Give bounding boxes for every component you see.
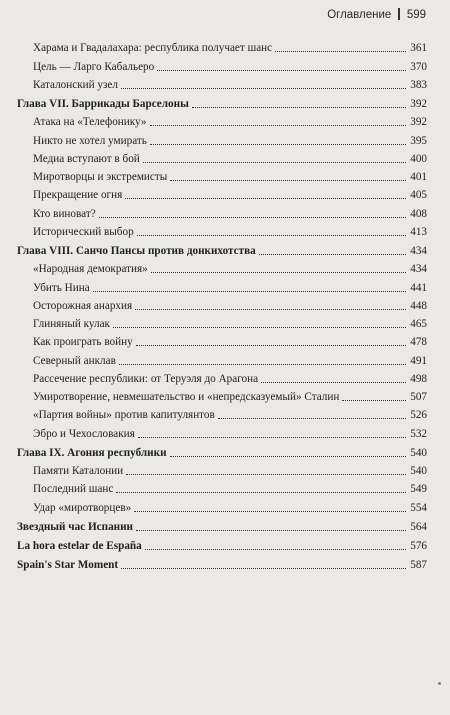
toc-title: Исторический выбор xyxy=(33,225,134,238)
toc-title: Каталонский узел xyxy=(33,78,118,91)
toc-chapter-row xyxy=(0,240,450,258)
toc-page-number: 400 xyxy=(410,152,427,165)
toc-title: Цель — Ларго Кабальеро xyxy=(33,60,155,73)
dot-leader xyxy=(121,88,406,89)
toc-entry-row xyxy=(0,148,450,166)
dot-leader xyxy=(275,51,406,52)
toc-entry-row xyxy=(0,276,450,294)
toc-title: Осторожная анархия xyxy=(33,299,133,312)
dot-leader xyxy=(150,125,407,126)
toc-page-number: 370 xyxy=(410,60,427,73)
dot-leader xyxy=(259,254,406,255)
toc-title: Памяти Каталонии xyxy=(33,465,124,477)
dot-leader xyxy=(121,568,406,569)
toc-title: Эбро и Чехословакия xyxy=(33,427,135,440)
toc-page-number: 540 xyxy=(410,446,427,459)
toc-title: Рассечение республики: от Теруэля до Арагона xyxy=(33,372,259,385)
toc-entry-row xyxy=(0,111,450,129)
dot-leader xyxy=(134,511,406,512)
toc-entry-row xyxy=(0,422,450,440)
toc-entry-row xyxy=(0,37,450,55)
table-of-contents xyxy=(0,37,450,572)
dot-leader xyxy=(137,235,407,236)
dot-leader xyxy=(93,291,407,292)
toc-title: Последний шанс xyxy=(33,483,114,496)
toc-title: Северный анклав xyxy=(33,354,116,367)
toc-page-number: 395 xyxy=(410,134,427,147)
toc-page-number: 576 xyxy=(410,540,427,552)
toc-entry-row xyxy=(0,74,450,92)
toc-entry-row xyxy=(0,404,450,422)
dot-leader xyxy=(126,474,406,475)
dot-leader xyxy=(119,364,406,365)
toc-page-number: 408 xyxy=(410,207,427,220)
toc-entry-row xyxy=(0,331,450,349)
dot-leader xyxy=(192,107,406,108)
dot-leader xyxy=(113,327,406,328)
dot-leader xyxy=(145,549,406,550)
toc-title: Глава VIII. Санчо Пансы против донкихотства xyxy=(17,245,256,257)
toc-entry-row xyxy=(0,368,450,386)
toc-title: Убить Нина xyxy=(33,281,90,294)
toc-page-number: 441 xyxy=(410,281,427,294)
toc-title: «Народная демократия» xyxy=(33,263,148,276)
toc-page-number: 587 xyxy=(410,559,427,572)
toc-page-number: 478 xyxy=(410,336,427,349)
toc-page-number: 564 xyxy=(410,520,427,533)
toc-page-number: 507 xyxy=(410,391,427,403)
toc-title: «Партия войны» против капитулянтов xyxy=(33,409,215,422)
toc-entry-row xyxy=(0,295,450,313)
toc-page-number: 405 xyxy=(410,189,427,202)
toc-chapter-row xyxy=(0,535,450,553)
dot-leader xyxy=(99,217,407,218)
toc-page-number: 392 xyxy=(410,98,427,110)
toc-page-number: 448 xyxy=(410,299,427,312)
dot-leader xyxy=(116,492,406,493)
dot-leader xyxy=(136,530,406,531)
toc-page-number: 401 xyxy=(410,171,427,183)
dot-leader xyxy=(150,144,406,145)
toc-entry-row xyxy=(0,166,450,184)
toc-chapter-row xyxy=(0,516,450,534)
toc-title: La hora estelar de España xyxy=(17,540,142,552)
toc-title: Удар «миротворцев» xyxy=(33,501,132,514)
toc-entry-row xyxy=(0,129,450,147)
toc-page-number: 498 xyxy=(410,372,427,385)
toc-title: Звездный час Испании xyxy=(17,520,133,533)
toc-entry-row xyxy=(0,202,450,220)
toc-entry-row xyxy=(0,496,450,514)
toc-page-number: 554 xyxy=(410,501,427,514)
toc-entry-row xyxy=(0,349,450,367)
toc-title: Миротворцы и экстремисты xyxy=(33,171,168,183)
dot-leader xyxy=(261,382,406,383)
dot-leader xyxy=(125,198,406,199)
toc-page-number: 434 xyxy=(410,263,427,276)
page-speck xyxy=(438,682,441,685)
dot-leader xyxy=(157,70,406,71)
toc-page-number: 361 xyxy=(410,42,427,55)
dot-leader xyxy=(218,418,406,419)
toc-entry-row xyxy=(0,313,450,331)
dot-leader xyxy=(170,180,406,181)
dot-leader xyxy=(151,272,406,273)
toc-entry-row xyxy=(0,386,450,404)
toc-page-number: 434 xyxy=(410,245,427,257)
toc-title: Умиротворение, невмешательство и «непредсказуемый» Сталин xyxy=(33,391,340,403)
toc-title: Как проиграть войну xyxy=(33,336,133,349)
header-section-title: Оглавление xyxy=(327,9,392,21)
toc-title: Spain's Star Moment xyxy=(17,559,119,572)
toc-chapter-row xyxy=(0,554,450,572)
toc-page-number: 383 xyxy=(410,78,427,91)
toc-title: Глиняный кулак xyxy=(33,318,110,330)
toc-page-number: 532 xyxy=(410,427,427,440)
toc-page-number: 540 xyxy=(410,465,427,477)
toc-entry-row xyxy=(0,221,450,239)
toc-title: Глава IX. Агония республики xyxy=(17,446,167,459)
dot-leader xyxy=(143,162,406,163)
toc-page-number: 413 xyxy=(410,225,427,238)
toc-title: Кто виноват? xyxy=(33,207,96,220)
toc-page-number: 491 xyxy=(410,354,427,367)
toc-chapter-row xyxy=(0,442,450,460)
toc-entry-row xyxy=(0,55,450,73)
toc-entry-row xyxy=(0,258,450,276)
dot-leader xyxy=(135,309,406,310)
dot-leader xyxy=(138,437,406,438)
toc-title: Харама и Гвадалахара: республика получает шанс xyxy=(33,42,273,55)
toc-chapter-row xyxy=(0,93,450,111)
toc-entry-row xyxy=(0,460,450,478)
toc-title: Глава VII. Баррикады Барселоны xyxy=(17,98,189,110)
toc-page-number: 549 xyxy=(410,483,427,496)
dot-leader xyxy=(170,456,407,457)
toc-page-number: 526 xyxy=(410,409,427,422)
toc-title: Медиа вступают в бой xyxy=(33,152,140,165)
toc-title: Атака на «Телефонику» xyxy=(33,116,147,129)
header-page-number: 599 xyxy=(406,9,426,21)
header-separator xyxy=(398,8,400,20)
toc-entry-row xyxy=(0,184,450,202)
running-header xyxy=(327,8,426,21)
toc-page-number: 392 xyxy=(410,116,427,129)
toc-page-number: 465 xyxy=(410,318,427,330)
toc-entry-row xyxy=(0,478,450,496)
dot-leader xyxy=(136,345,407,346)
toc-title: Никто не хотел умирать xyxy=(33,134,147,147)
toc-title: Прекращение огня xyxy=(33,189,123,202)
dot-leader xyxy=(342,400,406,401)
